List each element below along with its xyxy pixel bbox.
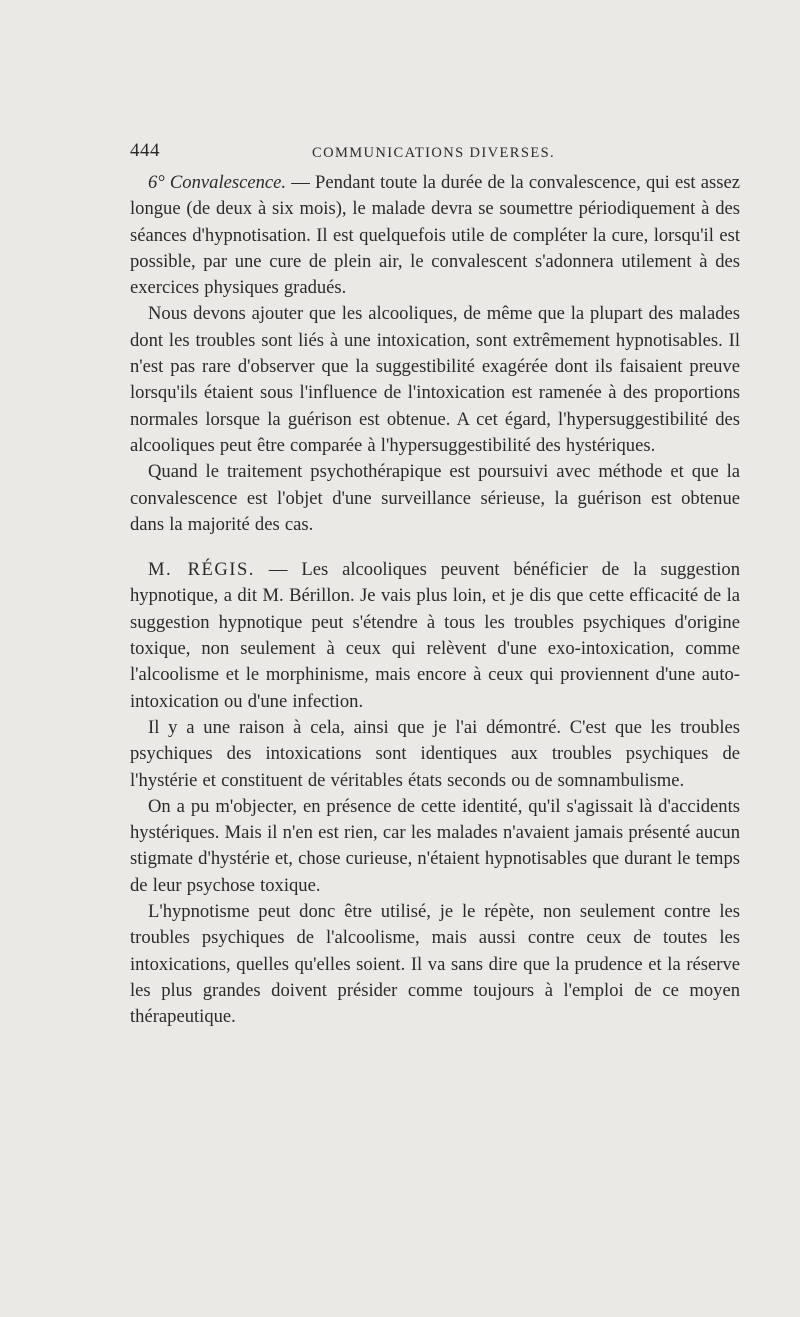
- paragraph-regis-intervention: [130, 557, 740, 715]
- page-header: [130, 140, 740, 170]
- speaker-name: M. RÉGIS.: [148, 559, 255, 581]
- paragraph-conclusion: L'hypnotisme peut donc être utilisé, je le répète, non seulement contre les troubles psychiques de l'alcoolisme, mais aussi contre ceux de toutes les intoxications, quelles qu'elles soient. Il va sans dire que la prudence et la réserve les plus grandes doivent présider comme toujours à l'emploi de ce moyen thérapeutique.: [130, 901, 740, 1028]
- section-label: 6° Convalescence.: [148, 172, 287, 193]
- paragraph-text: — Pendant toute la durée de la convalescence, qui est assez longue (de deux à six mois), le malade devra se soumettre périodiquement à des séances d'hypnotisation. Il est quelquefois utile de compléter la cure, lorsqu'il est possible, par une cure de plein air, le convalescent s'adonnera utilement à des exercices physiques gradués.: [130, 172, 741, 299]
- paragraph-reason: Il y a une raison à cela, ainsi que je l'ai démontré. C'est que les troubles psychiques des intoxications sont identiques aux troubles psychiques de l'hystérie et constituent de véritables états seconds ou de somnambulisme.: [130, 716, 740, 791]
- page-number: 444: [130, 140, 160, 161]
- paragraph-treatment-outcome: Quand le traitement psychothérapique est poursuivi avec méthode et que la convalescence est l'objet d'une surveillance sérieuse, la guérison est obtenue dans la majorité des cas.: [130, 461, 740, 535]
- paragraph-text: — Les alcooliques peuvent bénéficier de la suggestion hypnotique, a dit M. Bérillon. Je vais plus loin, et je dis que cette efficacité de la suggestion hypnotique peut s'étendre à tous les troubles psychiques d'origine toxique, non seulement à ceux qui relèvent d'une exo-intoxication, comme l'alcoolisme et le morphinisme, mais encore à ceux qui proviennent d'une auto-intoxication ou d'une infection.: [130, 559, 741, 712]
- text-body: [130, 170, 740, 1031]
- running-title: COMMUNICATIONS DIVERSES.: [312, 145, 556, 161]
- paragraph-convalescence: [130, 170, 740, 301]
- paragraph-objection: On a pu m'objecter, en présence de cette identité, qu'il s'agissait là d'accidents hystériques. Mais il n'en est rien, car les malades n'avaient jamais présenté aucun stigmate d'hystérie et, chose curieuse, n'étaient hypnotisables que durant le temps de leur psychose toxique.: [130, 795, 740, 896]
- paragraph-hypnotisability: Nous devons ajouter que les alcooliques, de même que la plupart des malades dont les troubles sont liés à une intoxication, sont extrêmement hypnotisables. Il n'est pas rare d'observer que la suggestibilité exagérée dont ils faisaient preuve lorsqu'ils étaient sous l'influence de l'intoxication est ramenée à des proportions normales lorsque la guérison est obtenue. A cet égard, l'hypersuggestibilité des alcooliques peut être comparée à l'hypersuggestibilité des hystériques.: [130, 303, 740, 456]
